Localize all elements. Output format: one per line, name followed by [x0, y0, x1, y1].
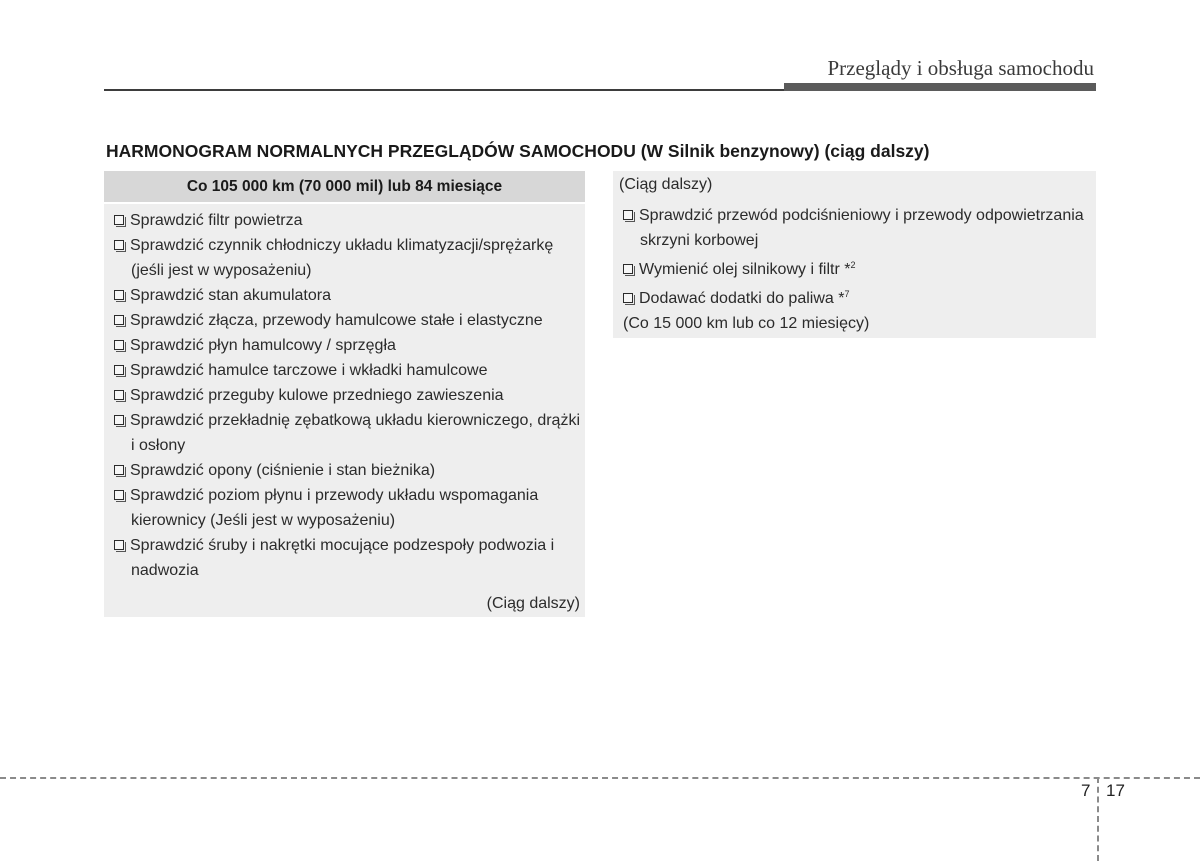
- checklist-item: [109, 358, 585, 383]
- checklist-item: [109, 308, 585, 333]
- footer-divider: [0, 777, 1200, 779]
- checklist-item-text: Sprawdzić przeguby kulowe przedniego zawieszenia: [130, 387, 504, 404]
- checklist-item-text: Sprawdzić złącza, przewody hamulcowe stałe i elastyczne: [130, 312, 543, 329]
- checklist-item-text: Wymienić olej silnikowy i filtr *: [639, 261, 851, 278]
- checklist-item-text: Sprawdzić hamulce tarczowe i wkładki hamulcowe: [130, 362, 488, 379]
- checklist-item-text: Sprawdzić stan akumulatora: [130, 287, 331, 304]
- checkbox-icon: [623, 210, 633, 220]
- checklist-item-text: Sprawdzić płyn hamulcowy / sprzęgła: [130, 337, 396, 354]
- checklist-item: [109, 383, 585, 408]
- checklist-item: [109, 533, 585, 583]
- checkbox-icon: [114, 340, 124, 350]
- checklist-item-text: Dodawać dodatki do paliwa *: [639, 290, 845, 307]
- checklist-item: [109, 458, 585, 483]
- checklist-item: [618, 282, 1096, 311]
- schedule-box-header: Co 105 000 km (70 000 mil) lub 84 miesiące: [104, 171, 585, 204]
- section-heading: HARMONOGRAM NORMALNYCH PRZEGLĄDÓW SAMOCHODU (W Silnik benzynowy) (ciąg dalszy): [106, 141, 930, 161]
- footnote-ref: 2: [850, 260, 856, 270]
- header-rule-accent: [784, 83, 1096, 91]
- checkbox-icon: [623, 264, 633, 274]
- checklist-item-text: Sprawdzić opony (ciśnienie i stan bieżnika): [130, 462, 436, 479]
- checklist-item-text: Sprawdzić poziom płynu i przewody układu wspomagania kierownicy (Jeśli jest w wyposażeniu): [130, 487, 539, 529]
- checklist-item-text: Sprawdzić czynnik chłodniczy układu klimatyzacji/sprężarkę (jeśli jest w wyposażeniu): [130, 237, 554, 279]
- checkbox-icon: [623, 293, 633, 303]
- checklist-item: [618, 203, 1096, 253]
- footnote-ref: 7: [844, 289, 850, 299]
- checkbox-icon: [114, 540, 124, 550]
- checklist-item-text: Sprawdzić filtr powietrza: [130, 212, 303, 229]
- footer-page-divider: [1097, 777, 1099, 861]
- checkbox-icon: [114, 290, 124, 300]
- checklist-item: [109, 208, 585, 233]
- checklist: [613, 195, 1096, 336]
- interval-note: (Co 15 000 km lub co 12 miesięcy): [623, 315, 870, 332]
- checklist-item-text: Sprawdzić śruby i nakrętki mocujące podzespoły podwozia i nadwozia: [130, 537, 555, 579]
- schedule-box-continued: [613, 171, 1096, 338]
- continued-label: (Ciąg dalszy): [486, 595, 580, 612]
- checklist-item: [109, 408, 585, 458]
- schedule-box-105000km: [104, 171, 585, 617]
- checklist-item: [109, 233, 585, 283]
- page-number: 17: [1106, 781, 1125, 800]
- continued-label: (Ciąg dalszy): [619, 176, 713, 193]
- checklist-item-text: Sprawdzić przewód podciśnieniowy i przewody odpowietrzania skrzyni korbowej: [639, 207, 1084, 249]
- checklist-item: [618, 253, 1096, 282]
- checkbox-icon: [114, 240, 124, 250]
- checkbox-icon: [114, 465, 124, 475]
- checkbox-icon: [114, 365, 124, 375]
- checklist-item-text: Sprawdzić przekładnię zębatkową układu kierowniczego, drążki i osłony: [130, 412, 581, 454]
- checklist-item: [109, 283, 585, 308]
- page-header-title: Przeglądy i obsługa samochodu: [827, 56, 1094, 80]
- checkbox-icon: [114, 215, 124, 225]
- header-rule: [104, 89, 784, 91]
- checkbox-icon: [114, 415, 124, 425]
- checkbox-icon: [114, 390, 124, 400]
- checkbox-icon: [114, 315, 124, 325]
- checklist-item: [109, 333, 585, 358]
- checkbox-icon: [114, 490, 124, 500]
- checklist: [104, 204, 585, 583]
- chapter-number: 7: [1081, 781, 1091, 800]
- checklist-item: [109, 483, 585, 533]
